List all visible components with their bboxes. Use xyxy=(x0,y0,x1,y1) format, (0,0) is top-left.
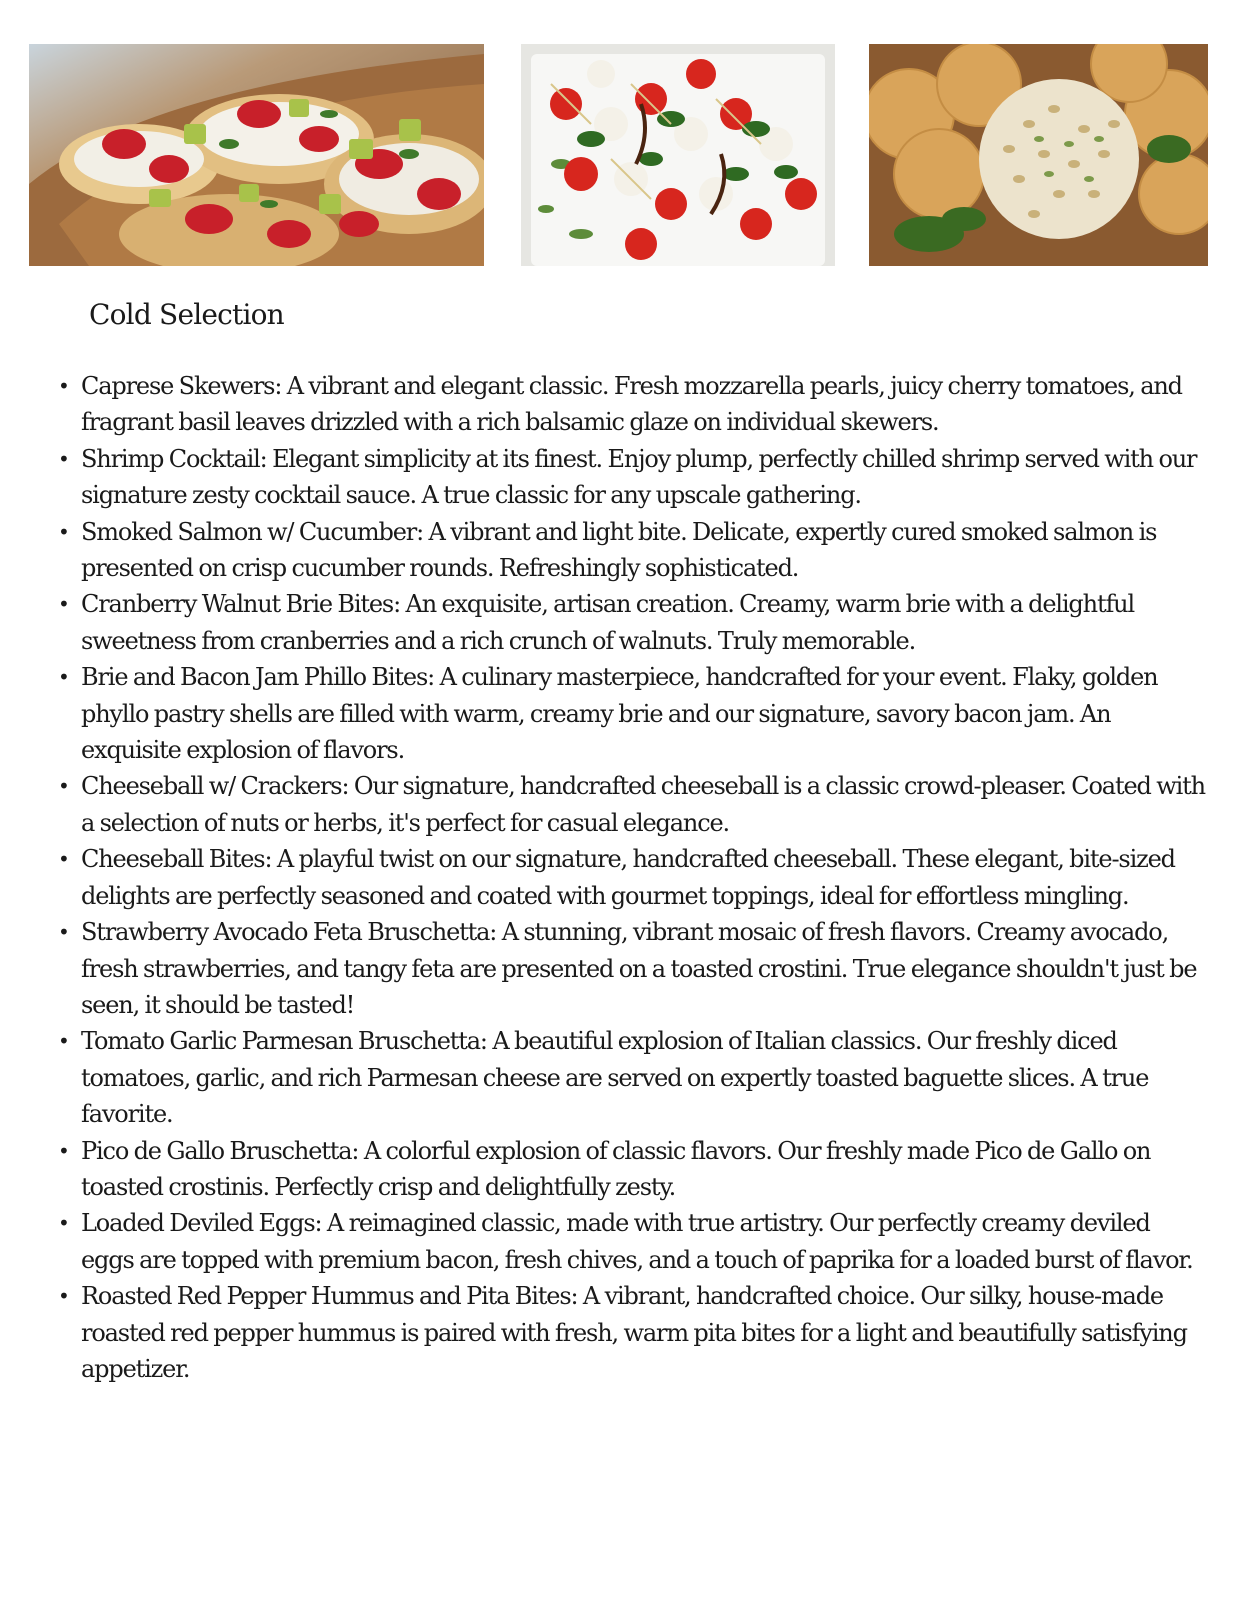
menu-item-tomato-bruschetta xyxy=(58,1023,1206,1132)
bullet-icon: • xyxy=(58,665,69,690)
bullet-icon: • xyxy=(58,519,69,544)
caprese-skewers-photo xyxy=(521,44,835,266)
menu-item-text: Roasted Red Pepper Hummus and Pita Bites: A vibrant, handcrafted choice. Our silky, house-made roasted red pepper hummus is paired with fresh, warm pita bites for a light and beautifully satisfying appetizer. xyxy=(81,1282,1187,1383)
menu-item-pico-bruschetta xyxy=(58,1133,1206,1206)
menu-item-text: Cheeseball w/ Crackers: Our signature, handcrafted cheeseball is a classic crowd-pleaser. Coated with a selection of nuts or herbs, it's perfect for casual elegance. xyxy=(81,772,1205,837)
menu-item-deviled-eggs xyxy=(58,1205,1206,1278)
menu-item-text: Loaded Deviled Eggs: A reimagined classic, made with true artistry. Our perfectly creamy deviled eggs are topped with premium bacon, fresh chives, and a touch of paprika for a loaded burst of flavor. xyxy=(81,1209,1193,1274)
section-title: Cold Selection xyxy=(89,298,284,331)
bullet-icon: • xyxy=(58,374,69,398)
menu-item-text: Brie and Bacon Jam Phillo Bites: A culinary masterpiece, handcrafted for your event. Flaky, golden phyllo pastry shells are filled with warm, creamy brie and our signature, savory bacon jam. An exquisite explosion of flavors. xyxy=(81,663,1158,765)
cheeseball-photo xyxy=(869,44,1208,266)
menu-item-text: Cranberry Walnut Brie Bites: An exquisite, artisan creation. Creamy, warm brie with a delightful sweetness from cranberries and a rich crunch of walnuts. Truly memorable. xyxy=(81,590,1135,655)
bullet-icon: • xyxy=(58,847,69,872)
menu-item-text: Tomato Garlic Parmesan Bruschetta: A beautiful explosion of Italian classics. Our freshly diced tomatoes, garlic, and rich Parmesan cheese are served on expertly toasted baguette slices. A true favorite. xyxy=(81,1027,1149,1129)
menu-item-shrimp-cocktail xyxy=(58,441,1206,514)
menu-list xyxy=(58,368,1206,1387)
menu-item-hummus-pita xyxy=(58,1278,1206,1387)
bullet-icon: • xyxy=(58,920,69,945)
menu-item-cranberry-walnut-brie xyxy=(58,586,1206,659)
bullet-icon: • xyxy=(58,774,69,799)
menu-item-text: Smoked Salmon w/ Cucumber: A vibrant and light bite. Delicate, expertly cured smoked salmon is presented on crisp cucumber rounds. Refreshingly sophisticated. xyxy=(81,517,1157,583)
menu-item-caprese-skewers xyxy=(58,368,1206,441)
menu-item-text: Cheeseball Bites: A playful twist on our signature, handcrafted cheeseball. These elegant, bite-sized delights are perfectly seasoned and coated with gourmet toppings, ideal for effortless mingling. xyxy=(81,845,1175,910)
menu-item-strawberry-bruschetta xyxy=(58,914,1206,1023)
bruschetta-photo xyxy=(29,44,484,266)
menu-item-cheeseball-crackers xyxy=(58,768,1206,841)
menu-item-smoked-salmon xyxy=(58,514,1206,587)
bullet-icon: • xyxy=(58,1211,69,1236)
menu-item-cheeseball-bites xyxy=(58,841,1206,914)
bullet-icon: • xyxy=(58,592,69,617)
menu-item-brie-bacon-jam xyxy=(58,659,1206,768)
bullet-icon: • xyxy=(58,1138,69,1163)
menu-item-text: Caprese Skewers: A vibrant and elegant classic. Fresh mozzarella pearls, juicy cherry tomatoes, and fragrant basil leaves drizzled with a rich balsamic glaze on individual skewers. xyxy=(81,372,1182,437)
menu-item-text: Strawberry Avocado Feta Bruschetta: A stunning, vibrant mosaic of fresh flavors. Creamy avocado, fresh strawberries, and tangy feta are presented on a toasted crostini. True elegance shouldn't just be seen, it should be tasted! xyxy=(81,918,1197,1019)
bullet-icon: • xyxy=(58,446,69,471)
bullet-icon: • xyxy=(58,1029,69,1054)
bullet-icon: • xyxy=(58,1284,69,1309)
menu-item-text: Pico de Gallo Bruschetta: A colorful explosion of classic flavors. Our freshly made Pico de Gallo on toasted crostinis. Perfectly crisp and delightfully zesty. xyxy=(81,1136,1151,1201)
menu-item-text: Shrimp Cocktail: Elegant simplicity at its finest. Enjoy plump, perfectly chilled shrimp served with our signature zesty cocktail sauce. A true classic for any upscale gathering. xyxy=(81,444,1197,510)
